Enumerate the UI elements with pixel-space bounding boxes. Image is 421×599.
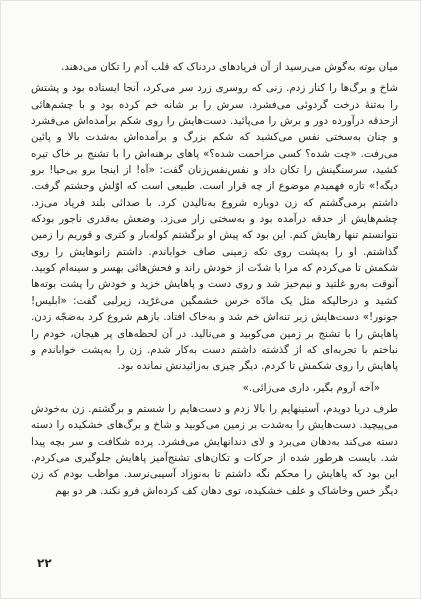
paragraph-3: طرف دریا دویدم، آستینهایم را بالا زدم و دست‌هایم را شستم و برگشتم. زن به‌خودش می‌پیچید. دست‌هایش را به‌شدت بر زمین می‌کوبید و شاخ و برگ‌های خشکیده را دسته دسته می‌کند به‌دهان می‌برد و لای دندانهایش می‌فشرد. پرده شکافت و سر بچه پیدا شد. بایست هرطور شده از حرکات و تکان‌های تشنج‌آمیز پاهایش جلوگیری می‌کردم. این بود که پاهایش را محکم نگه داشتم تا به‌نوزاد آسیبی‌نرسد. مواظب بودم که زن دیگر خس وخاشاک و علف خشکیده، توی دهان کف کرده‌اش فرو نکند. هر دو بهم [31, 402, 398, 497]
paragraph-1: میان بوته به‌گوش می‌رسید از آن فریادهای دردناک که قلب آدم را تکان می‌دهند. [61, 61, 398, 73]
body-text [31, 59, 398, 499]
dialogue-line: «آخه آروم بگیر، داری می‌زائی.» [242, 381, 380, 394]
paragraph-2: شاخ و برگ‌ها را کنار زدم. زنی که روسری زرد سر می‌کرد، آنجا ایستاده بود و پشتش را به‌تنهٔ درخت گردوئی می‌فشرد. سرش را بر شانه خم کرده بود و با چشم‌هائی ازحدقه درآورده دور و برش را می‌پائید. دست‌هایش را روی شکم برآمده‌اش می‌فشرد و چنان به‌سختی نفس می‌کشید که شکم بزرگ و برآمده‌اش به‌شدت بالا و پائین می‌رفت. «چت شده؟ کسی مزاحمت شده؟» پاهای برهنه‌اش را با تشنج بر خاک تیره کشید، سرسنگینش را تکان داد و نفس‌نفس‌زنان گفت: «آه! از اینجا برو بی‌حیا! برو دیگه!» تازه فهمیدم موضوع از چه قرار است. طبیعی است که اوّلش وحشتم گرفت. داشتم برمی‌گشتم که زن دوباره شروع به‌نالیدن کرد. با صدائی بلند فریاد می‌زد. چشم‌هایش از حدقه درآمده بود و به‌سختی زار می‌زد. وضعش به‌قدری ناجور بودکه نتوانستم تنها رهایش کنم. این بود که پیش او برگشتم کوله‌بار و کتری و قوریم را زمین گذاشتم. او را به‌پشت روی تکه زمینی صاف خواباندم. داشتم زانوهایش را روی شکمش تا می‌کردم که مرا با شدّت از خودش راند و فحش‌هائی بهسر و سینه‌ام کوبید. آنوقت به‌رو غلتید و نیم‌خیز شد و روی دست و پاهایش خزید و خودش را پشت بوته‌ها کشید و درحالیکه مثل یک مادّه خرس خشمگین می‌غرّید، زیرلبی گفت: «ابلیس! جونور!» دست‌هایش زیر تنه‌اش خم شد و به‌خاک افتاد. بازهم شروع کرد به‌ضجّه زدن. پاهایش را با تشنج بر زمین می‌کوبید و می‌نالید. در آن لحظه‌های پر هیجان، خودم را نباختم با تجربه‌ای که از گذشته داشتم دست به‌کار شدم. زن را به‌پشت خواباندم و پاهایش را روی شکمش تا کردم. دیگر چیزی به‌زائیدنش نمانده بود. [31, 82, 398, 373]
page-number: ۲۲ [37, 556, 52, 570]
